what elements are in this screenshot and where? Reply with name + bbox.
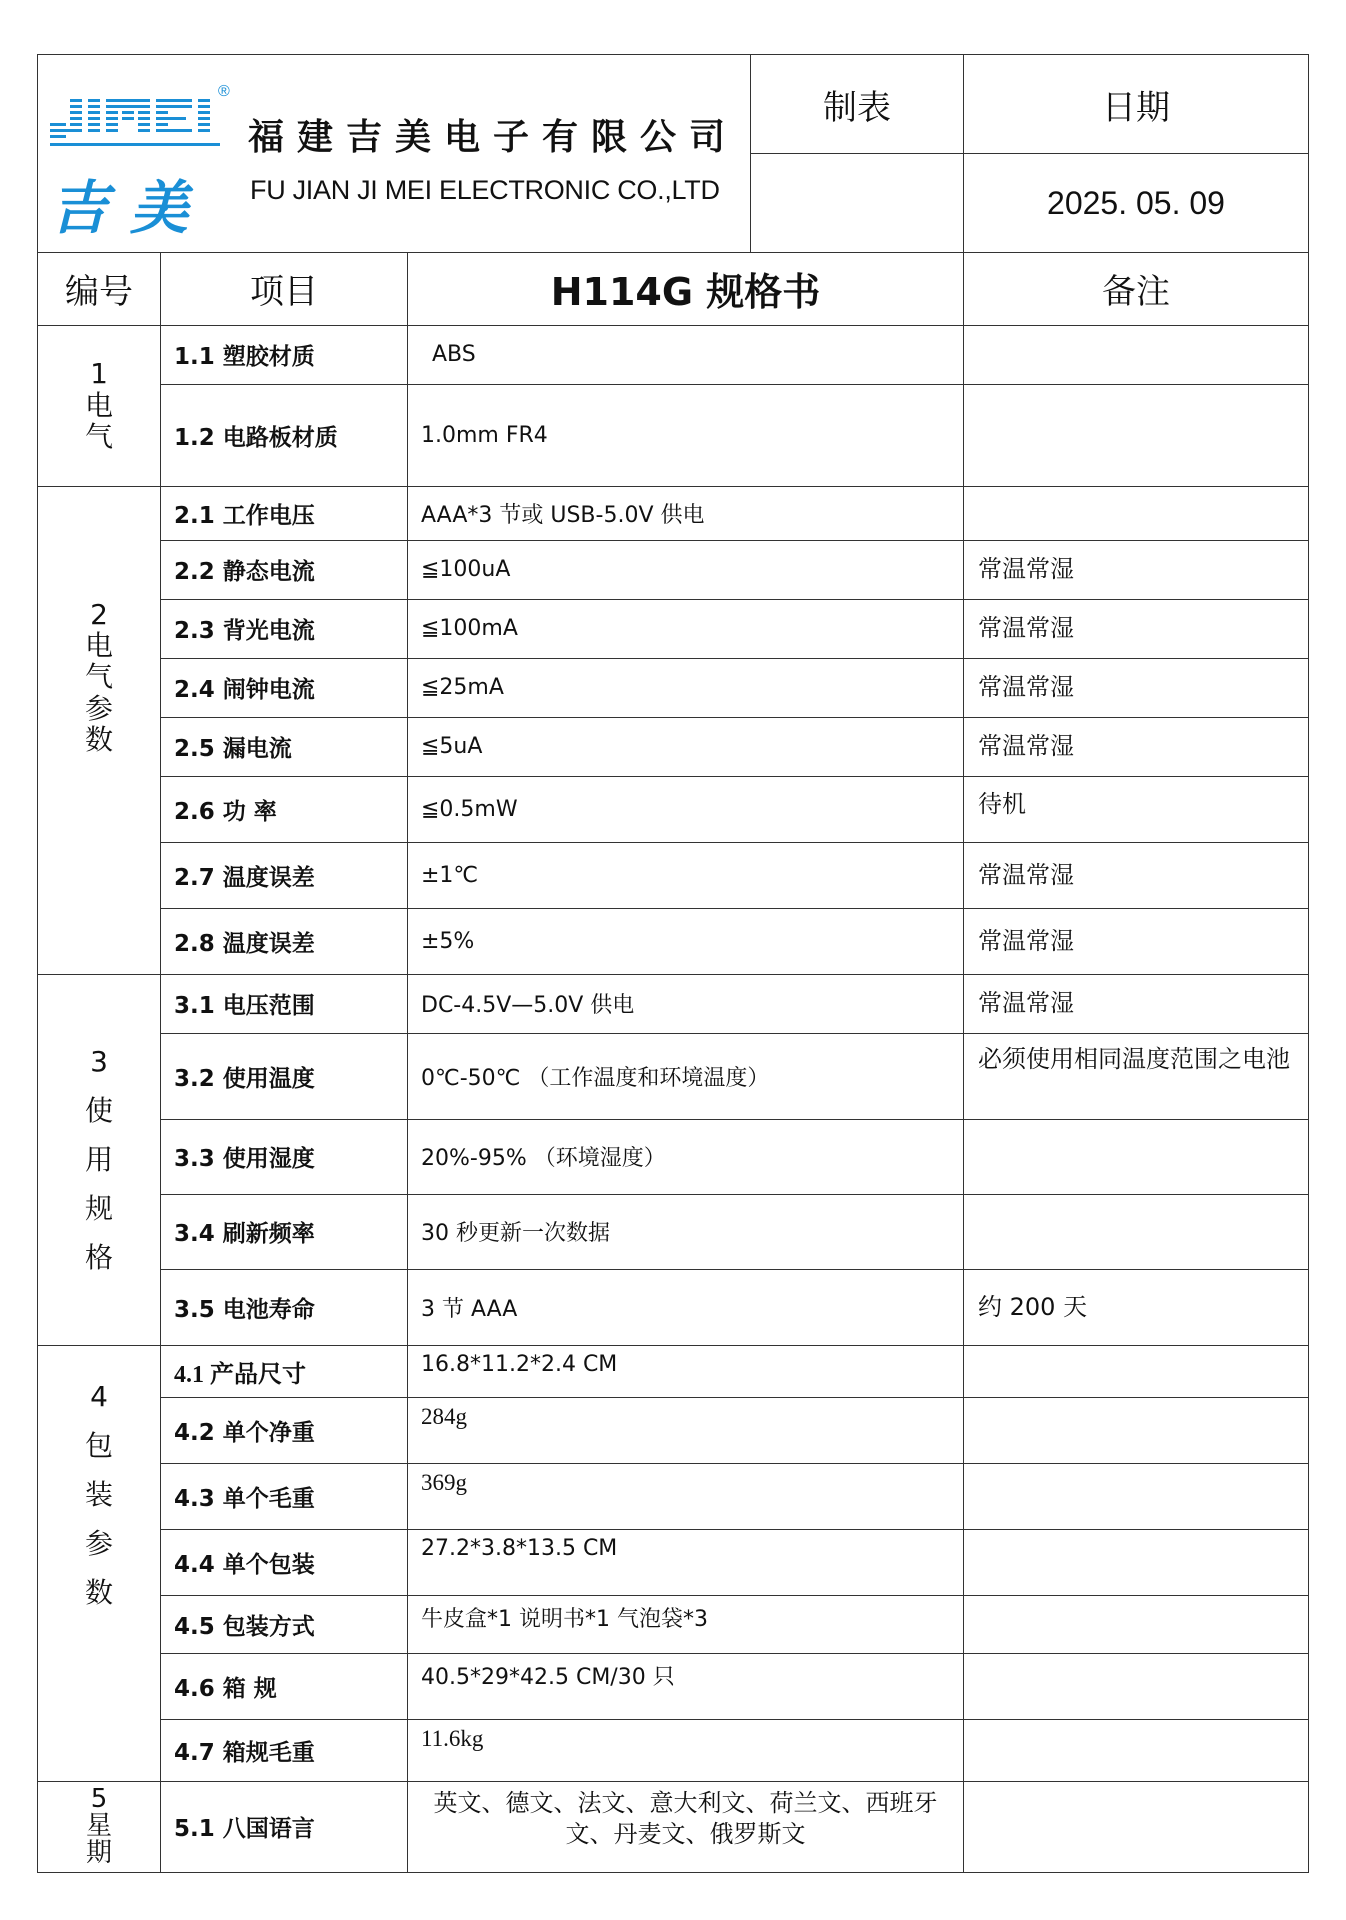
item-value: ±1℃ [408, 842, 964, 908]
column-number-header: 编号 [38, 252, 161, 325]
item-value: AAA*3 节或 USB-5.0V 供电 [408, 486, 964, 540]
made-by-label: 制表 [751, 55, 964, 154]
date-label: 日期 [964, 55, 1309, 154]
item-note [964, 1719, 1309, 1781]
item-label: 3.2 使用温度 [161, 1033, 408, 1119]
registered-mark: ® [218, 82, 230, 100]
item-note: 常温常湿 [964, 717, 1309, 776]
section-3-label: 3 使 用 规 格 [84, 1044, 113, 1274]
item-label: 2.4 闹钟电流 [161, 658, 408, 717]
language-list [408, 1781, 964, 1872]
item-note [964, 1119, 1309, 1194]
section-label [38, 486, 161, 974]
item-note [964, 1397, 1309, 1463]
item-value: 牛皮盒*1 说明书*1 气泡袋*3 [408, 1595, 964, 1653]
item-note [964, 486, 1309, 540]
item-label: 4.5 包装方式 [161, 1595, 408, 1653]
item-label: 4.7 箱规毛重 [161, 1719, 408, 1781]
item-note: 常温常湿 [964, 908, 1309, 974]
jimei-logo [50, 93, 220, 153]
company-name-en: FU JIAN JI MEI ELECTRONIC CO.,LTD [250, 174, 720, 205]
item-label: 2.2 静态电流 [161, 540, 408, 599]
item-label: 2.6 功 率 [161, 776, 408, 842]
item-note: 约 200 天 [964, 1269, 1309, 1345]
item-note [964, 1529, 1309, 1595]
item-label: 2.5 漏电流 [161, 717, 408, 776]
item-value: ≦100uA [408, 540, 964, 599]
document-title: H114G 规格书 [408, 252, 964, 325]
item-value: 3 节 AAA [408, 1269, 964, 1345]
item-note: 常温常湿 [964, 599, 1309, 658]
section-label [38, 974, 161, 1345]
item-label: 3.4 刷新频率 [161, 1194, 408, 1269]
item-value: ≦100mA [408, 599, 964, 658]
item-label: 3.5 电池寿命 [161, 1269, 408, 1345]
item-note: 常温常湿 [964, 540, 1309, 599]
item-note [964, 1653, 1309, 1719]
item-value: 英文、德文、法文、意大利文、荷兰文、西班牙文、丹麦文、俄罗斯文 [433, 1788, 938, 1849]
item-label: 2.1 工作电压 [161, 486, 408, 540]
item-note: 常温常湿 [964, 658, 1309, 717]
item-label: 2.3 背光电流 [161, 599, 408, 658]
section-5-label: 5 星 期 [85, 1783, 112, 1869]
item-label: 1.2 电路板材质 [161, 384, 408, 486]
section-label [38, 325, 161, 486]
column-item-header: 项目 [161, 252, 408, 325]
made-by-value [751, 154, 964, 253]
company-logo-cell [38, 55, 751, 253]
item-note [964, 384, 1309, 486]
item-value: 0℃-50℃ （工作温度和环境温度） [408, 1033, 964, 1119]
section-4-label: 4 包 装 参 数 [84, 1379, 113, 1609]
item-label: 4.6 箱 规 [161, 1653, 408, 1719]
item-note [964, 1194, 1309, 1269]
item-value: 40.5*29*42.5 CM/30 只 [408, 1653, 964, 1719]
item-note: 常温常湿 [964, 974, 1309, 1033]
item-note: 常温常湿 [964, 842, 1309, 908]
item-label: 5.1 八国语言 [161, 1781, 408, 1872]
item-value: 20%-95% （环境湿度） [408, 1119, 964, 1194]
item-value: ≦5uA [408, 717, 964, 776]
logo-chinese: 吉美 [50, 173, 211, 242]
company-name-zh: 福建吉美电子有限公司 [248, 116, 739, 158]
column-remark-header: 备注 [964, 252, 1309, 325]
item-value: ABS [408, 325, 964, 384]
item-label: 4.4 单个包装 [161, 1529, 408, 1595]
item-value: 27.2*3.8*13.5 CM [408, 1529, 964, 1595]
date-value: 2025. 05. 09 [964, 154, 1309, 253]
item-value: 11.6kg [408, 1719, 964, 1781]
item-label: 2.7 温度误差 [161, 842, 408, 908]
item-note [964, 1463, 1309, 1529]
item-note [964, 1345, 1309, 1397]
section-label [38, 1345, 161, 1781]
item-value: 30 秒更新一次数据 [408, 1194, 964, 1269]
item-note [964, 1595, 1309, 1653]
spec-table [37, 252, 1309, 1873]
item-value: 369g [408, 1463, 964, 1529]
section-2-label: 2 电 气 参 数 [84, 597, 113, 756]
item-value: 1.0mm FR4 [408, 384, 964, 486]
item-note [964, 325, 1309, 384]
item-note: 必须使用相同温度范围之电池 [964, 1033, 1309, 1119]
item-label: 4.1 产品尺寸 [161, 1345, 408, 1397]
item-value: ±5% [408, 908, 964, 974]
item-value: ≦25mA [408, 658, 964, 717]
section-1-label: 1 电 气 [84, 357, 113, 454]
header-table [37, 54, 1309, 253]
item-label: 2.8 温度误差 [161, 908, 408, 974]
item-value: 16.8*11.2*2.4 CM [408, 1345, 964, 1397]
item-label: 4.3 单个毛重 [161, 1463, 408, 1529]
item-note: 待机 [964, 776, 1309, 842]
item-label: 1.1 塑胶材质 [161, 325, 408, 384]
item-label: 3.1 电压范围 [161, 974, 408, 1033]
item-label: 3.3 使用湿度 [161, 1119, 408, 1194]
item-label: 4.2 单个净重 [161, 1397, 408, 1463]
item-note [964, 1781, 1309, 1872]
item-value: DC-4.5V—5.0V 供电 [408, 974, 964, 1033]
item-value: ≦0.5mW [408, 776, 964, 842]
item-value: 284g [408, 1397, 964, 1463]
section-label [38, 1781, 161, 1872]
spec-sheet [37, 54, 1308, 1868]
